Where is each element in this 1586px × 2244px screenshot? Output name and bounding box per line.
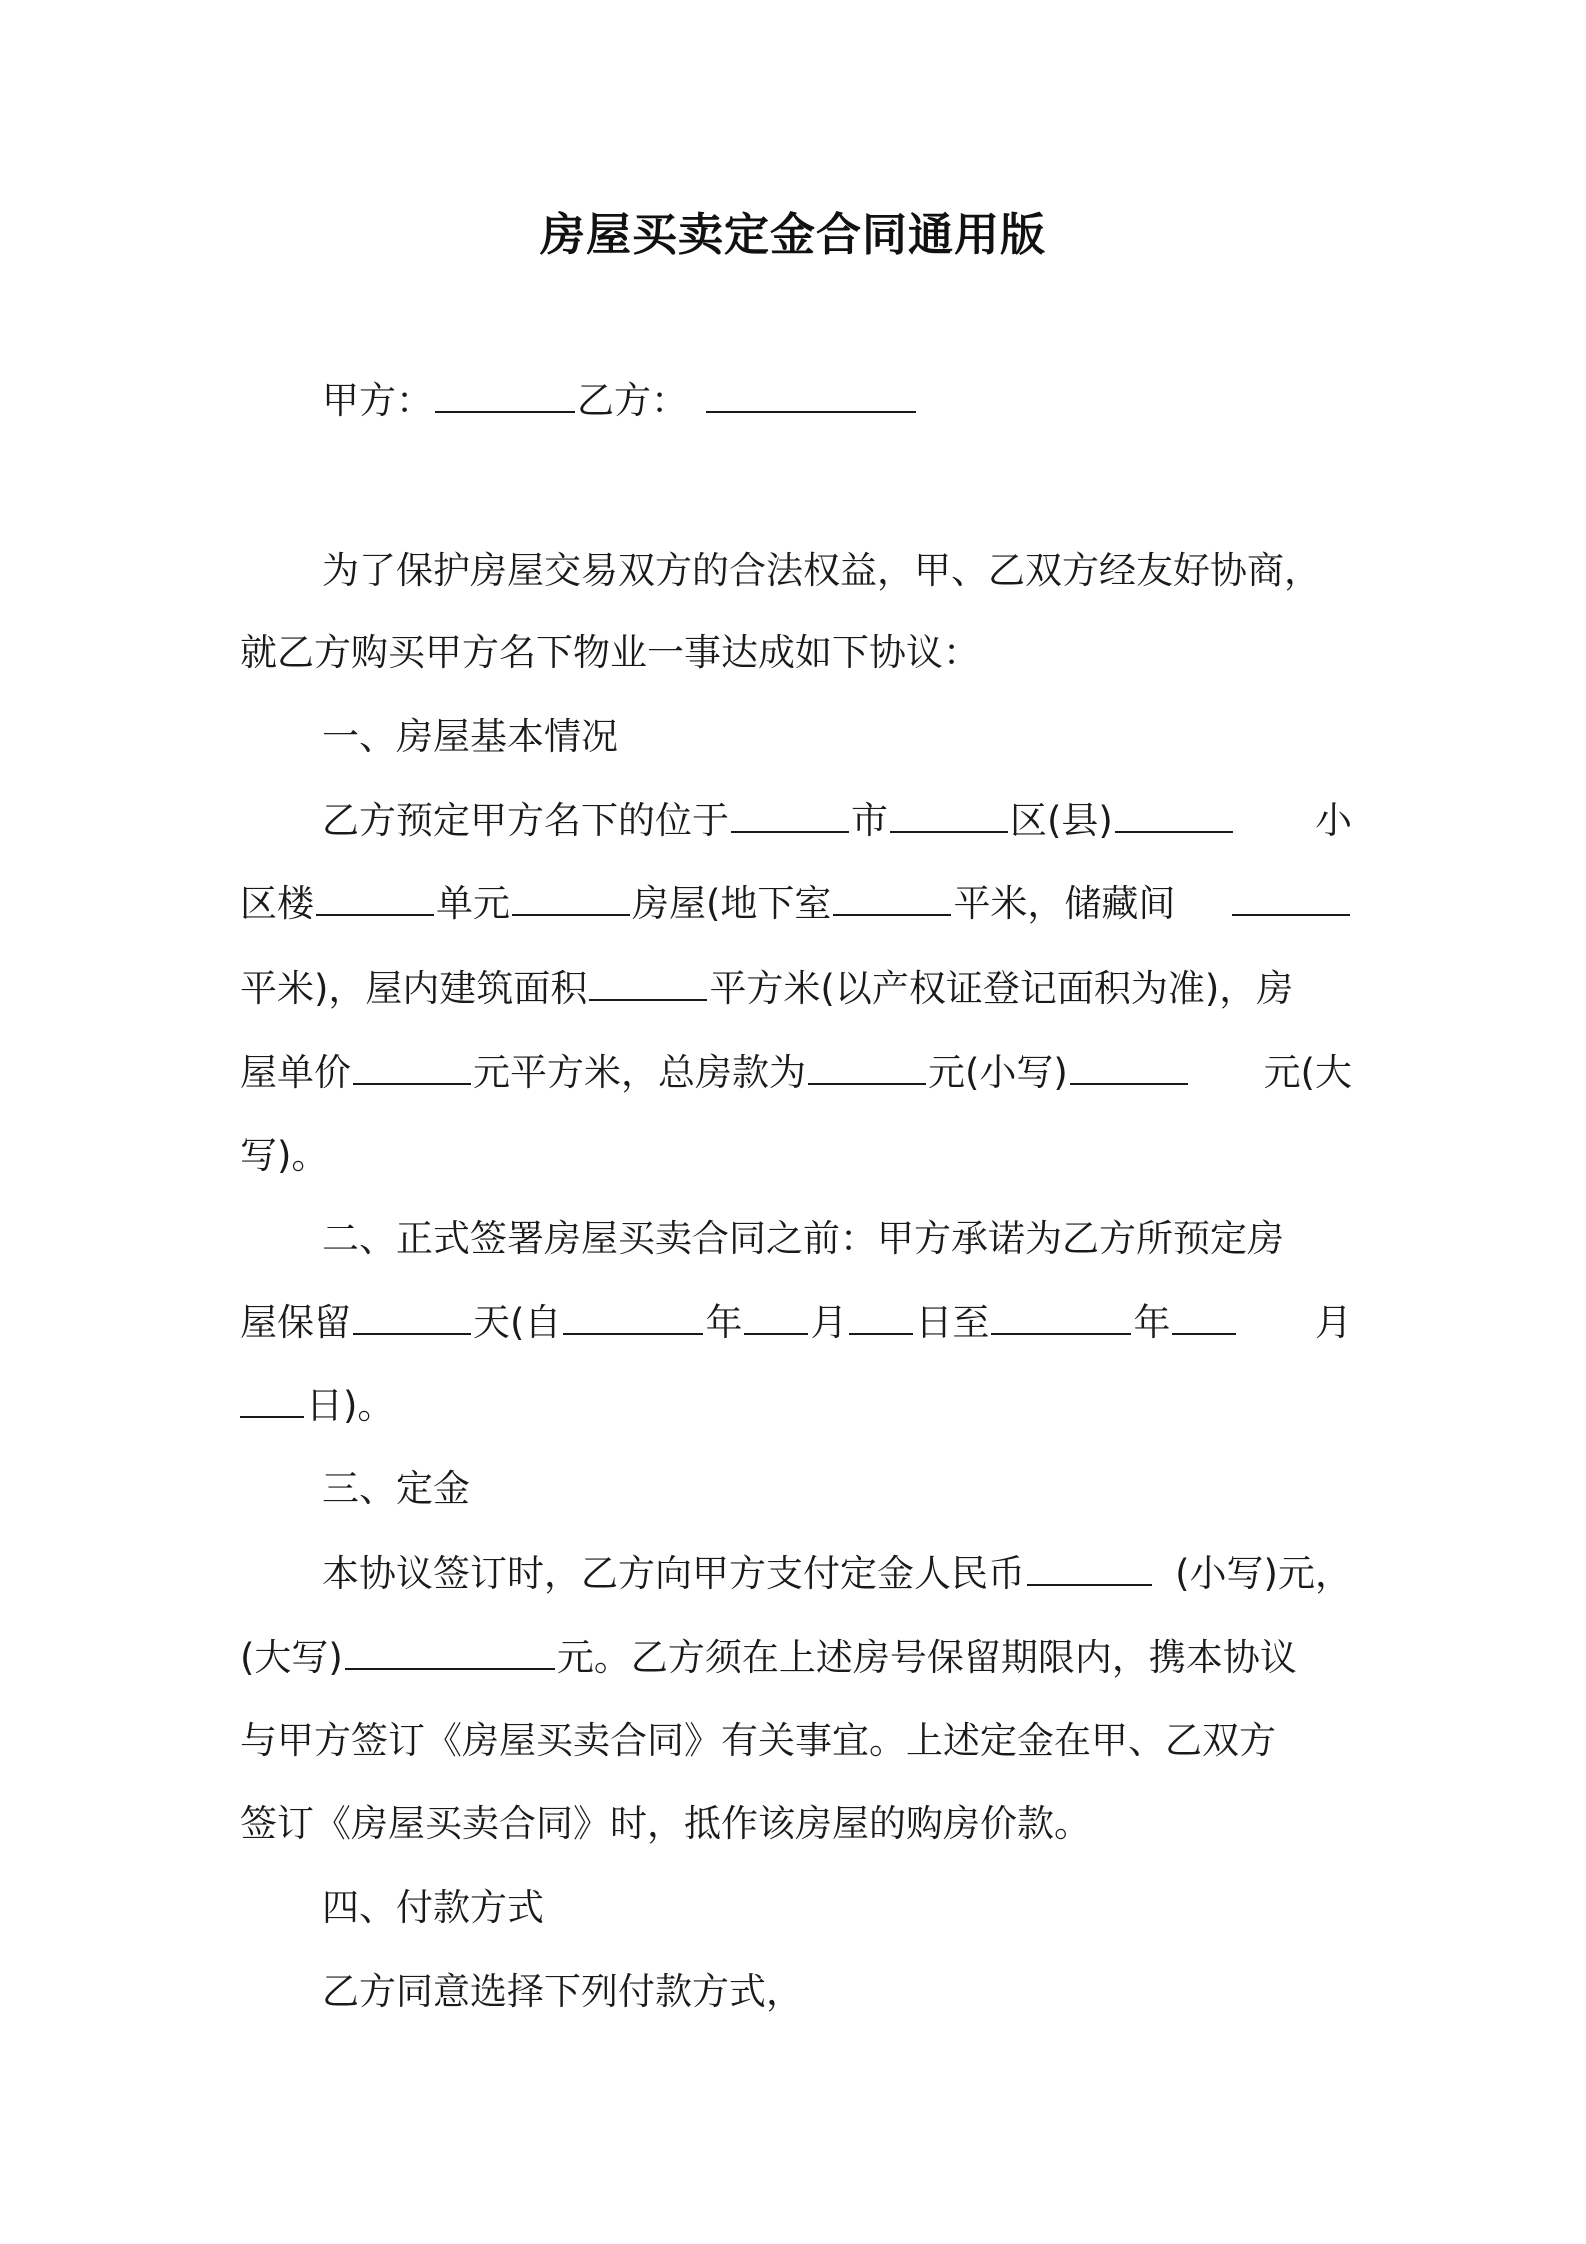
section3-heading: 三、定金: [322, 1467, 470, 1510]
unit-price-blank: [353, 1049, 471, 1085]
text: 年: [705, 1301, 743, 1344]
text: 小: [1315, 799, 1352, 842]
text: 区楼: [240, 882, 314, 925]
party-b-label: 乙方：: [577, 379, 688, 422]
section1-line-5: 写)。: [240, 1134, 329, 1177]
storage-blank: [1232, 880, 1350, 916]
text: 元平方米，总房款为: [473, 1051, 806, 1094]
basement-blank: [833, 880, 951, 916]
deposit-small-blank: [1027, 1550, 1152, 1586]
from-month-blank: [744, 1299, 808, 1335]
text: 区(县): [1010, 799, 1113, 842]
total-large-blank: [1070, 1049, 1188, 1085]
section3-line-3: 与甲方签订《房屋买卖合同》有关事宜。上述定金在甲、乙双方: [240, 1719, 1276, 1762]
days-blank: [353, 1299, 471, 1335]
text: 日)。: [306, 1384, 395, 1427]
text: 平米，储藏间: [953, 882, 1176, 925]
total-small-blank: [808, 1049, 926, 1085]
section4-heading: 四、付款方式: [322, 1886, 544, 1929]
unit-blank: [512, 880, 630, 916]
section3-line-4: 签订《房屋买卖合同》时，抵作该房屋的购房价款。: [240, 1802, 1091, 1845]
party-a-label: 甲方：: [322, 379, 433, 422]
intro-line-2: 就乙方购买甲方名下物业一事达成如下协议：: [240, 631, 980, 674]
text: 月: [810, 1301, 848, 1344]
text: (小写)元，: [1175, 1552, 1352, 1595]
section3-line-2: [240, 1632, 1297, 1684]
section1-line-1: [322, 795, 1352, 847]
text: (大写): [240, 1636, 343, 1679]
section2-line-1: 二、正式签署房屋买卖合同之前：甲方承诺为乙方所预定房: [322, 1217, 1284, 1260]
section1-heading: 一、房屋基本情况: [322, 715, 618, 758]
section1-line-4: [240, 1047, 1352, 1099]
from-year-blank: [563, 1299, 703, 1335]
text: 房屋(地下室: [632, 882, 832, 925]
area-blank: [589, 965, 707, 1001]
text: 月: [1315, 1301, 1352, 1344]
to-year-blank: [991, 1299, 1131, 1335]
deposit-large-blank: [345, 1634, 555, 1670]
to-day-blank: [240, 1382, 304, 1418]
section2-line-2: [240, 1297, 1352, 1349]
section1-line-2: [240, 878, 1352, 930]
text: 年: [1133, 1301, 1171, 1344]
text: 平米)，屋内建筑面积: [240, 967, 588, 1010]
party-a-blank: [435, 377, 575, 413]
from-day-blank: [849, 1299, 913, 1335]
text: 本协议签订时，乙方向甲方支付定金人民币: [322, 1552, 1025, 1595]
building-blank: [316, 880, 434, 916]
section4-line-1: 乙方同意选择下列付款方式，: [322, 1970, 803, 2013]
text: 单元: [436, 882, 510, 925]
district-blank: [890, 797, 1008, 833]
text: 元。乙方须在上述房号保留期限内，携本协议: [556, 1636, 1297, 1679]
text: 日至: [915, 1301, 990, 1344]
document-title: 房屋买卖定金合同通用版: [539, 208, 1046, 261]
section1-line-3: [240, 963, 1293, 1015]
text: 屋保留: [240, 1301, 351, 1344]
text: 元(大: [1263, 1051, 1352, 1094]
text: 天(自: [473, 1301, 562, 1344]
text: 屋单价: [240, 1051, 351, 1094]
community-blank: [1115, 797, 1233, 833]
text: 平方米(以产权证登记面积为准)，房: [709, 967, 1294, 1010]
parties-line: [322, 375, 918, 427]
city-blank: [731, 797, 849, 833]
party-b-blank: [706, 377, 916, 413]
section3-line-1: [322, 1548, 1352, 1600]
text: 市: [851, 799, 888, 842]
text: 元(小写): [928, 1051, 1068, 1094]
section2-line-3: [240, 1380, 394, 1432]
to-month-blank: [1172, 1299, 1236, 1335]
text: 乙方预定甲方名下的位于: [322, 799, 729, 842]
intro-line-1: 为了保护房屋交易双方的合法权益，甲、乙双方经友好协商，: [322, 549, 1321, 592]
